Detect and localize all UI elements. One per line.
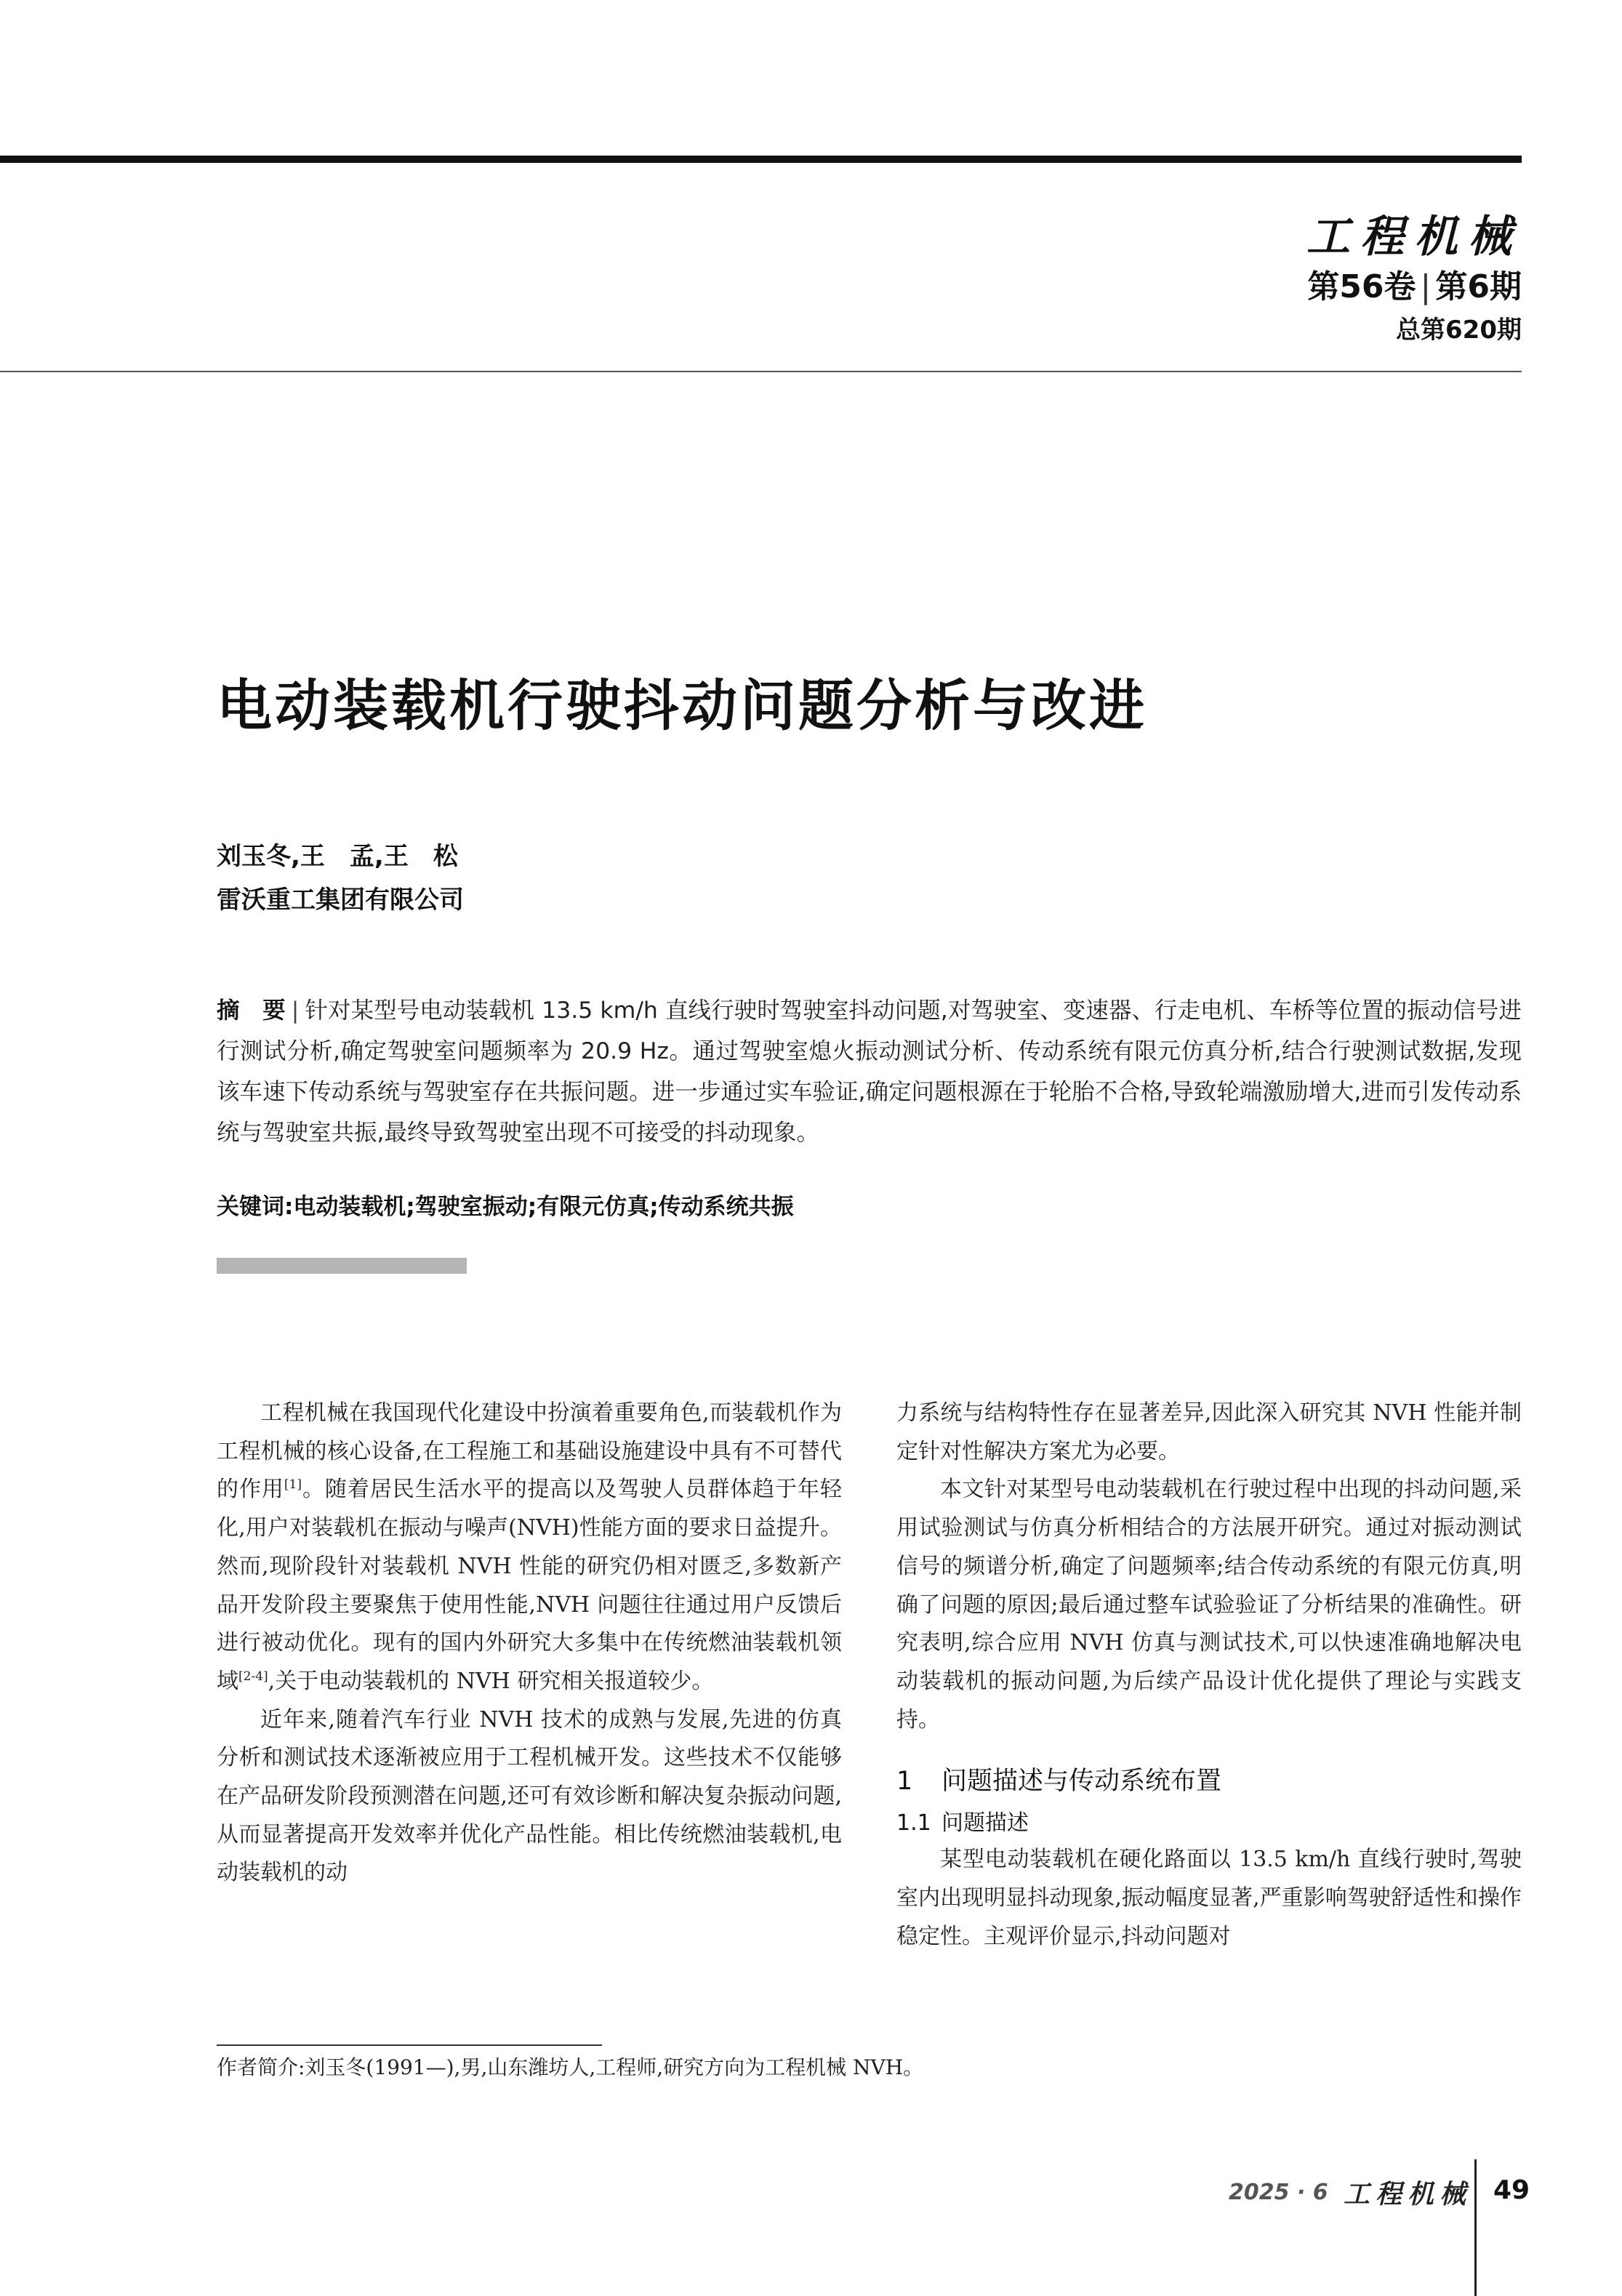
footer-year-issue: 2025 · 6: [1229, 2180, 1328, 2205]
subsection-number: 1.1: [896, 1810, 931, 1837]
section-title: 问题描述与传动系统布置: [942, 1767, 1222, 1797]
subsection-title: 问题描述: [942, 1810, 1029, 1837]
volume-issue: [1307, 260, 1522, 307]
body-left-column: [217, 1394, 842, 1892]
text-run: 。随着居民生活水平的提高以及驾驶人员群体趋于年轻化,用户对装载机在振动与噪声(NVH)性能方面的要求日益提升。然而,现阶段针对装载机 NVH 性能的研究仍相对匮乏,多数新产品开发阶段主要聚焦于使用性能,NVH 问题往往通过用户反馈后进行被动优化。现有的国内外研究大多集中在传统燃油装载机领域: [217, 1477, 843, 1694]
citation: [2-4]: [238, 1669, 268, 1684]
footer-journal-name: 工程机械: [1344, 2179, 1472, 2209]
text-run: 工程机械在我国现代化建设中扮演着重要角色,而装载机作为工程机械的核心设备,在工程施工和基础设施建设中具有不可替代的作用: [217, 1400, 842, 1503]
paragraph: [217, 1394, 842, 1701]
footer-divider: [1474, 2159, 1477, 2296]
section-number: 1: [896, 1767, 913, 1797]
journal-name: 工程机械: [1306, 212, 1522, 262]
paragraph: 本文针对某型号电动装载机在行驶过程中出现的抖动问题,采用试验测试与仿真分析相结合的方法展开研究。通过对振动测试信号的频谱分析,确定了问题频率;结合传动系统的有限元仿真,明确了问题的原因;最后通过整车试验验证了分析结果的准确性。研究表明,综合应用 NVH 仿真与测试技术,可以快速准确地解决电动装载机的振动问题,为后续产品设计优化提供了理论与实践支持。: [896, 1477, 1522, 1733]
header-rule: [0, 371, 1522, 372]
citation: [1]: [284, 1477, 302, 1493]
paragraph: 某型电动装载机在硬化路面以 13.5 km/h 直线行驶时,驾驶室内出现明显抖动现象,振动幅度显著,严重影响驾驶舒适性和操作稳定性。主观评价显示,抖动问题对: [896, 1847, 1522, 1949]
abstract-separator: |: [291, 998, 300, 1024]
paragraph: 近年来,随着汽车行业 NVH 技术的成熟与发展,先进的仿真分析和测试技术逐渐被应用于工程机械开发。这些技术不仅能够在产品研发阶段预测潜在问题,还可有效诊断和解决复杂振动问题,从而显著提高开发效率并优化产品性能。相比传统燃油装载机,电动装载机的动: [217, 1706, 842, 1886]
abstract-text: 针对某型号电动装载机 13.5 km/h 直线行驶时驾驶室抖动问题,对驾驶室、变速器、行走电机、车桥等位置的振动信号进行测试分析,确定驾驶室问题频率为 20.9 Hz。通过驾驶室熄火振动测试分析、传动系统有限元仿真分析,结合行驶测试数据,发现该车速下传动系统与驾驶室存在共振问题。进一步通过实车验证,确定问题根源在于轮胎不合格,导致轮端激励增大,进而引发传动系统与驾驶室共振,最终导致驾驶室出现不可接受的抖动现象。: [217, 998, 1522, 1146]
page-number: 49: [1493, 2175, 1530, 2205]
footnote-rule: [217, 2044, 602, 2046]
affiliation: 雷沃重工集团有限公司: [217, 886, 464, 915]
subsection-heading: [896, 1806, 1522, 1841]
section-heading: [896, 1761, 1522, 1802]
issue-separator: |: [1420, 268, 1432, 305]
keywords-list: 电动装载机;驾驶室振动;有限元仿真;传动系统共振: [293, 1194, 794, 1220]
decorative-bar: [217, 1258, 467, 1274]
volume: 第56卷: [1307, 268, 1416, 305]
keywords-label: 关键词:: [217, 1194, 294, 1220]
keywords: [217, 1188, 794, 1221]
author-footnote: 作者简介:刘玉冬(1991—),男,山东潍坊人,工程师,研究方向为工程机械 NVH。: [217, 2055, 924, 2079]
body-right-column: [896, 1394, 1522, 1956]
issue: 第6期: [1435, 268, 1522, 305]
article-title: 电动装载机行驶抖动问题分析与改进: [217, 673, 1147, 738]
abstract-label: 摘 要: [217, 998, 286, 1024]
paragraph: 力系统与结构特性存在显著差异,因此深入研究其 NVH 性能并制定针对性解决方案尤为必要。: [896, 1400, 1522, 1464]
total-issue: 总第620期: [1396, 316, 1522, 345]
authors: 刘玉冬,王 孟,王 松: [217, 842, 458, 871]
top-rule: [0, 156, 1522, 163]
text-run: ,关于电动装载机的 NVH 研究相关报道较少。: [268, 1668, 714, 1694]
abstract: [217, 990, 1522, 1153]
